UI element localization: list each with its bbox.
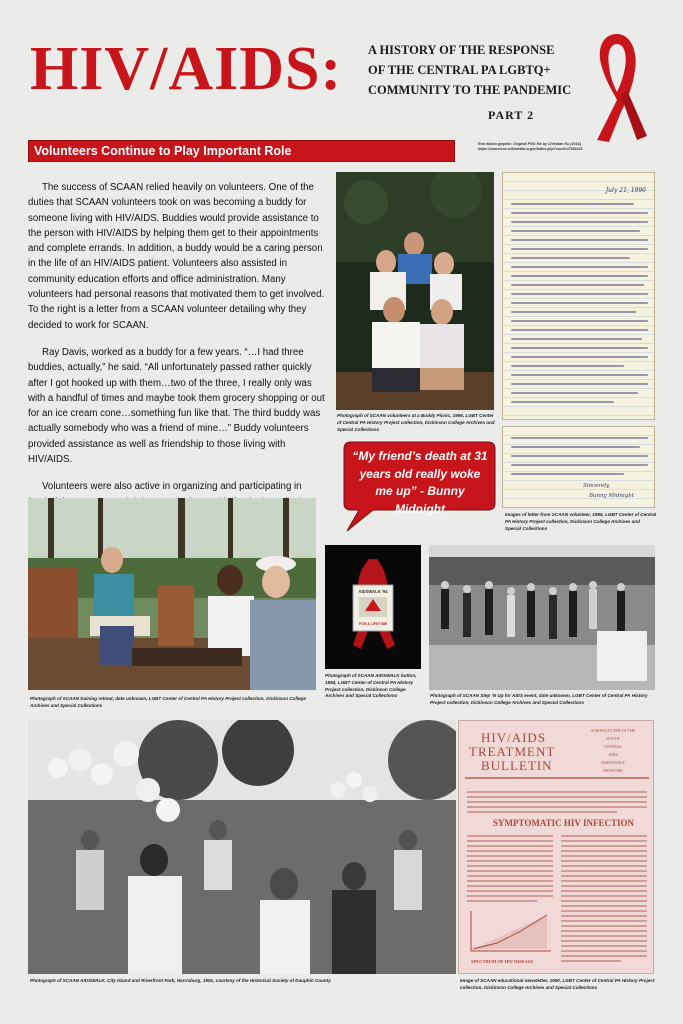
- caption-aidswalk-button: Photograph of SCAAN AIDSWALK button, 1994, LGBT Center of Central PA History Project collection, Dickinson College Archives and Special Collections: [325, 673, 417, 699]
- bulletin-chart-label: SPECTRUM OF HIV DISEASE: [471, 959, 534, 964]
- letter-closing: Sincerely,: [583, 483, 611, 489]
- poster-subtitle: [368, 40, 583, 100]
- part-label: PART 2: [488, 108, 535, 122]
- volunteer-letter-page-2: [502, 426, 655, 508]
- subtitle-line-2: OF THE CENTRAL PA LGBTQ+: [368, 63, 551, 77]
- caption-training-retreat: Photograph of SCAAN training retreat, date unknown, LGBT Center of Central PA History Project collection, Dickinson College Archives and Special Collections: [30, 696, 306, 708]
- bulletin-org: [575, 727, 651, 775]
- aidswalk-button-photo: [325, 545, 421, 669]
- training-retreat-photo: [28, 498, 316, 690]
- subtitle-line-1: A HISTORY OF THE RESPONSE: [368, 43, 555, 57]
- bulletin-org-line-1: A NEWSLETTER OF THE: [590, 728, 636, 733]
- button-line-2: FOR A LIFETIME: [358, 622, 388, 626]
- quote-text: “My friend’s death at 31 years old really woke me up” - Bunny Midnight: [352, 449, 488, 516]
- bulletin-title-3: BULLETIN: [481, 758, 553, 773]
- red-ribbon-icon: [585, 30, 649, 145]
- bulletin-title-2: TREATMENT: [469, 744, 556, 759]
- caption-letter: Images of letter from SCAAN volunteer, 1996, LGBT Center of Central PA History Project collection, Dickinson College Archives and Special Collections: [505, 512, 657, 531]
- caption-aidswalk-city-island: Photograph of SCAAN AIDSWALK, City Island and Riverfront Park, Harrisburg, 1991, courtesy of the Historical Society of Dauphin County: [30, 978, 331, 983]
- paragraph-2: Ray Davis, worked as a buddy for a few years. “…I had three buddies, actually,” he said. “All unfortunately passed rather quickly after I got hooked up with them…two of the three, I really only was with a handful of times and maybe took them grocery shopping or out for an ice cream cone…something fun like that. The third buddy was actually somebody who was a friend of mine…” Buddy volunteers provided assistance as well as friendship to those living with HIV/AIDS.: [28, 346, 325, 466]
- bulletin-org-line-3: CENTRAL: [603, 744, 623, 749]
- letter-date: July 21, 1996: [605, 187, 646, 194]
- caption-step-n-up: Photograph of SCAAN Step ‘N Up for AIDS event, date unknown, LGBT Center of Central PA History Project collection, Dickinson College Archives and Special Collections: [430, 693, 648, 705]
- step-n-up-photo: [429, 545, 655, 690]
- bulletin-org-line-2: SOUTH: [606, 736, 620, 741]
- letter-signature: Bunny Midnight: [589, 493, 635, 499]
- buddy-picnic-photo: [336, 172, 494, 410]
- body-text: [28, 180, 326, 537]
- section-title: Volunteers Continue to Play Important Role: [34, 144, 292, 158]
- bulletin-title-1: HIV/AIDS: [481, 730, 547, 745]
- bulletin-org-line-6: NETWORK: [603, 768, 623, 773]
- aidswalk-city-island-photo: [28, 720, 456, 974]
- paragraph-1: The success of SCAAN relied heavily on volunteers. One of the duties that SCAAN volunteers took on was becoming a buddy for someone living with HIV/AIDS. Buddies would provide assistance to the person with HIV/AIDS by helping them get to their appointments and complete errands. In addition, a buddy would be a caring person in the life of an HIV/AIDS patient. Volunteers also assisted in community education efforts and office administration. Many volunteers had personal reasons that motivated them to get involved. To the right is a letter from a SCAAN volunteer detailing why they decided to work for SCAAN.: [28, 182, 325, 331]
- ribbon-credit: Red ribbon graphic: Original PNG file by Christian Ku (2014), https://commons.wikimedia.org/w/index.php?curid=37651142: [478, 142, 583, 151]
- paragraph-3: Volunteers were also active in organizing and participating in: [42, 481, 302, 493]
- volunteer-letter-page-1: [502, 172, 655, 420]
- bulletin-org-line-5: ASSISTANCE: [601, 760, 625, 765]
- caption-newsletter: Image of SCAAN educational newsletter, 1990, LGBT Center of Central PA History Project collection, Dickinson College Archives and Special Collections: [460, 978, 655, 990]
- subtitle-line-3: COMMUNITY TO THE PANDEMIC: [368, 83, 572, 97]
- caption-buddy-picnic: Photograph of SCAAN volunteers at a Buddy Picnic, 1996, LGBT Center of Central PA History Project collection, Dickinson College Archives and Special Collections: [337, 413, 495, 432]
- poster-title: HIV/AIDS:: [30, 35, 343, 103]
- bulletin-org-line-4: AIDS: [608, 752, 618, 757]
- bulletin-spectrum-chart: [467, 907, 555, 957]
- bulletin-section-heading: SYMPTOMATIC HIV INFECTION: [493, 818, 635, 828]
- treatment-bulletin: [458, 720, 654, 974]
- button-line-1: AIDSWALK '94: [358, 589, 388, 594]
